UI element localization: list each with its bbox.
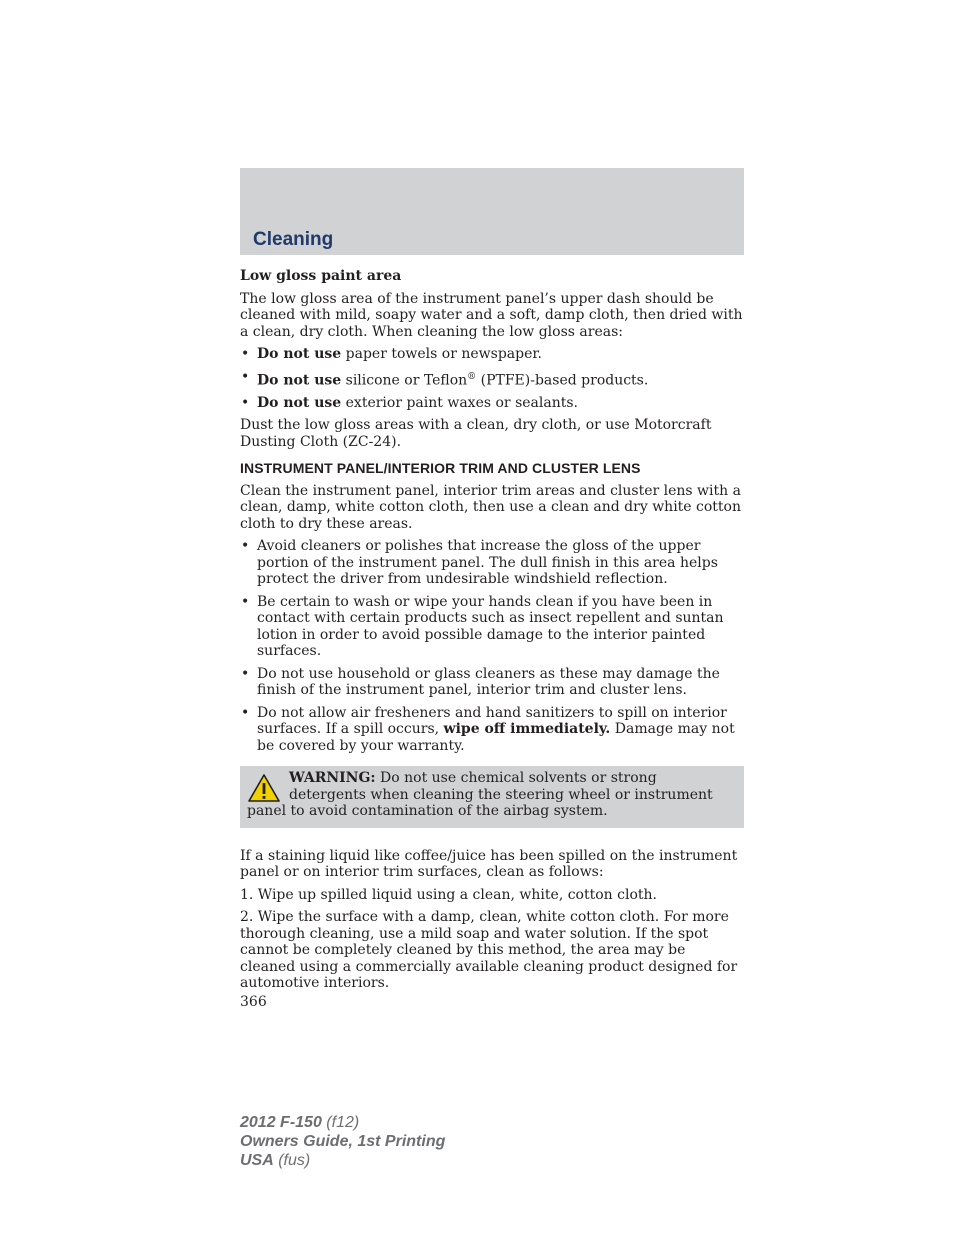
list-item-text: silicone or Teflon (341, 372, 468, 389)
list-item: • Be certain to wash or wipe your hands clean if you have been in contact with certain products such as insect repellent and suntan lotion in order to avoid possible damage to the interior painted surfaces. (240, 594, 744, 660)
emphasis: Do not use (257, 394, 342, 411)
list-item (240, 346, 744, 363)
section-title: Cleaning (253, 229, 334, 250)
instrument-panel-intro: Clean the instrument panel, interior trim areas and cluster lens with a clean, damp, white cotton cloth, then use a clean and dry white cotton cloth to dry these areas. (240, 482, 741, 532)
low-gloss-intro: The low gloss area of the instrument panel’s upper dash should be cleaned with mild, soapy water and a soft, damp cloth, then dried with a clean, dry cloth. When cleaning the low gloss areas: (240, 290, 743, 340)
list-item-text: exterior paint waxes or sealants. (341, 394, 578, 411)
warning-triangle-icon (247, 773, 281, 803)
warning-label: WARNING: (289, 770, 376, 787)
list-item-text: Do not allow air fresheners and hand sanitizers to spill on interior surfaces. If a spill occurs, (257, 704, 727, 738)
list-item (240, 369, 744, 389)
warning-box (240, 766, 744, 828)
spill-intro: If a staining liquid like coffee/juice has been spilled on the instrument panel or on interior trim surfaces, clean as follows: (240, 847, 738, 881)
footer-model-code: (f12) (321, 1114, 360, 1131)
list-item (240, 395, 744, 412)
footer-market: USA (240, 1152, 274, 1169)
list-item: • Avoid cleaners or polishes that increase the gloss of the upper portion of the instrument panel. The dull finish in this area helps protect the driver from undesirable windshield reflection. (240, 538, 744, 588)
list-item: • Do not use household or glass cleaners as these may damage the finish of the instrument panel, interior trim and cluster lens. (240, 666, 744, 699)
emphasis: Do not use (257, 346, 342, 362)
registered-mark: ® (467, 371, 477, 382)
low-gloss-outro: Dust the low gloss areas with a clean, dry cloth, or use Motorcraft Dusting Cloth (ZC-24). (240, 417, 712, 450)
warning-text: Do not use chemical solvents or strong detergents when cleaning the steering wheel or instrument panel to avoid contamination of the airbag system. (247, 770, 713, 820)
footer-line-3 (240, 1151, 445, 1170)
list-item-text: Damage may not be covered by your warranty. (257, 721, 735, 754)
page-content (240, 268, 744, 1010)
list-item-text: paper towels or newspaper. (341, 346, 542, 362)
instrument-panel-list (240, 538, 744, 754)
low-gloss-list (240, 346, 744, 411)
footer-line-2 (240, 1132, 445, 1151)
list-item-text: (PTFE)-based products. (476, 372, 649, 389)
footer-printing: Owners Guide, 1st Printing (240, 1133, 446, 1150)
list-item (240, 705, 744, 755)
spill-step-1: 1. Wipe up spilled liquid using a clean, white, cotton cloth. (240, 886, 657, 903)
footer-model: 2012 F-150 (240, 1114, 322, 1131)
emphasis: wipe off immediately. (443, 721, 611, 738)
footer-market-code: (fus) (273, 1152, 311, 1169)
instrument-panel-heading: INSTRUMENT PANEL/INTERIOR TRIM AND CLUSTER LENS (240, 460, 641, 477)
spill-step-2: 2. Wipe the surface with a damp, clean, white cotton cloth. For more thorough cleaning, use a mild soap and water solution. If the spot cannot be completely cleaned by this method, the area may be cleaned using a commercially available cleaning product designed for automotive interiors. (240, 909, 738, 992)
emphasis: Do not use (257, 372, 342, 389)
page-number: 366 (240, 993, 267, 1010)
footer-edition-info (240, 1113, 445, 1170)
section-header-band (240, 168, 744, 255)
low-gloss-heading: Low gloss paint area (240, 268, 402, 284)
footer-line-1 (240, 1113, 445, 1132)
